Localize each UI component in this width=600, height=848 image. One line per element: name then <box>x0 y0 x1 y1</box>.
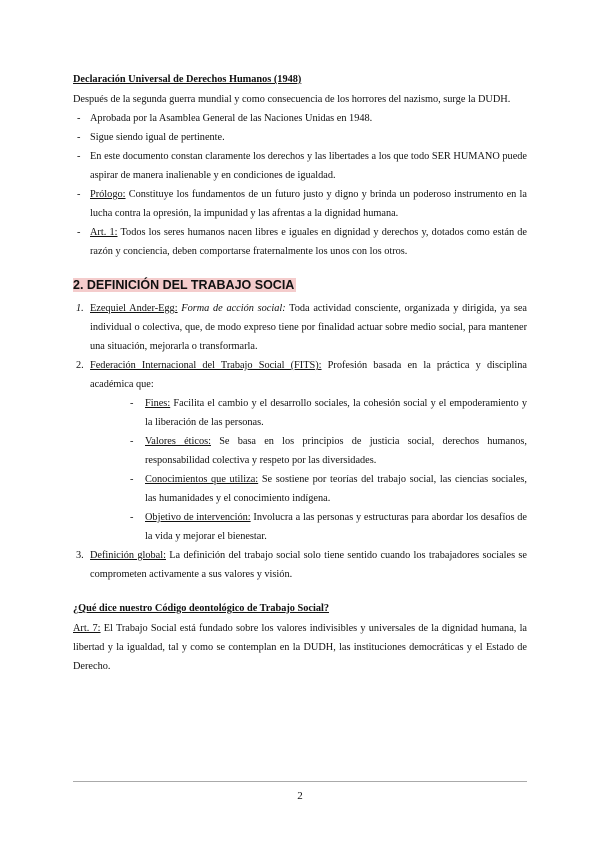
fits-sublist <box>90 394 527 546</box>
item-text: La definición del trabajo social solo tiene sentido cuando los trabajadores sociales se comprometen activamente a sus valores y visión. <box>90 550 527 580</box>
item-label: Prólogo: <box>90 189 126 200</box>
item-number: 3. <box>76 550 84 561</box>
definitions-list <box>73 299 527 584</box>
item-text: Se sostiene por teorías del trabajo social, las ciencias sociales, las humanidades y el conocimiento indígena. <box>145 474 527 504</box>
list-item <box>73 185 527 223</box>
document-page <box>73 70 527 676</box>
item-text: Facilita el cambio y el desarrollo sociales, la cohesión social y el empoderamiento y la liberación de las personas. <box>145 398 527 428</box>
page-number: 2 <box>297 790 303 802</box>
item-italic: Forma de acción social: <box>177 303 286 314</box>
footer-divider <box>73 781 527 782</box>
item-text: Toda actividad consciente, organizada y dirigida, ya sea individual o colectiva, que, de modo expreso tiene por finalidad actuar sobre medio social, para mantener una situación, mejorarla o transformarla. <box>90 303 527 352</box>
list-item <box>126 432 527 470</box>
item-text: Todos los seres humanos nacen libres e iguales en dignidad y derechos y, dotados como están de razón y conciencia, deben comportarse fraternalmente los unos con los otros. <box>90 227 527 257</box>
list-item <box>126 508 527 546</box>
list-item <box>126 394 527 432</box>
item-text: Constituye los fundamentos de un futuro justo y digno y brinda un poderoso instrumento en la lucha contra la opresión, la impunidad y las afrentas a la dignidad humana. <box>90 189 527 219</box>
item-text: Profesión basada en la práctica y disciplina académica que: <box>90 360 527 390</box>
list-item <box>73 299 527 356</box>
item-label: Ezequiel Ander-Egg: <box>90 303 178 314</box>
item-number: 2. <box>76 360 84 371</box>
item-label: Art. 1: <box>90 227 118 238</box>
item-text: Sigue siendo igual de pertinente. <box>90 132 225 143</box>
codigo-title: ¿Qué dice nuestro Código deontológico de Trabajo Social? <box>73 603 329 614</box>
item-label: Fines: <box>145 398 171 409</box>
section-heading: 2. DEFINICIÓN DEL TRABAJO SOCIA <box>73 278 295 292</box>
codigo-label: Art. 7: <box>73 623 101 634</box>
item-label: Conocimientos que utiliza: <box>145 474 259 485</box>
udhr-list <box>73 109 527 261</box>
item-label: Definición global: <box>90 550 166 561</box>
item-label: Objetivo de intervención: <box>145 512 251 523</box>
item-number: 1. <box>76 303 84 314</box>
list-item <box>73 223 527 261</box>
list-item <box>73 147 527 185</box>
list-item <box>73 356 527 546</box>
list-item <box>73 109 527 128</box>
item-text: Aprobada por la Asamblea General de las Naciones Unidas en 1948. <box>90 113 373 124</box>
item-label: Valores éticos: <box>145 436 211 447</box>
codigo-text: El Trabajo Social está fundado sobre los valores indivisibles y universales de la dignidad humana, la libertad y la igualdad, tal y como se contemplan en la DUDH, las instituciones democráticas y el Estado de Derecho. <box>73 623 527 672</box>
udhr-title: Declaración Universal de Derechos Humanos (1948) <box>73 74 302 85</box>
list-item <box>73 128 527 147</box>
list-item <box>126 470 527 508</box>
codigo-paragraph <box>73 619 527 676</box>
item-text: Se basa en los principios de justicia social, derechos humanos, responsabilidad colectiva y respeto por las diversidades. <box>145 436 527 466</box>
list-item <box>73 546 527 584</box>
udhr-intro: Después de la segunda guerra mundial y como consecuencia de los horrores del nazismo, surge la DUDH. <box>73 94 511 105</box>
item-label: Federación Internacional del Trabajo Social (FITS): <box>90 360 322 371</box>
item-text: Involucra a las personas y estructuras para abordar los desafíos de la vida y mejorar el bienestar. <box>145 512 527 542</box>
item-text: En este documento constan claramente los derechos y las libertades a los que todo SER HUMANO puede aspirar de manera inalienable y en condiciones de igualdad. <box>90 151 527 181</box>
